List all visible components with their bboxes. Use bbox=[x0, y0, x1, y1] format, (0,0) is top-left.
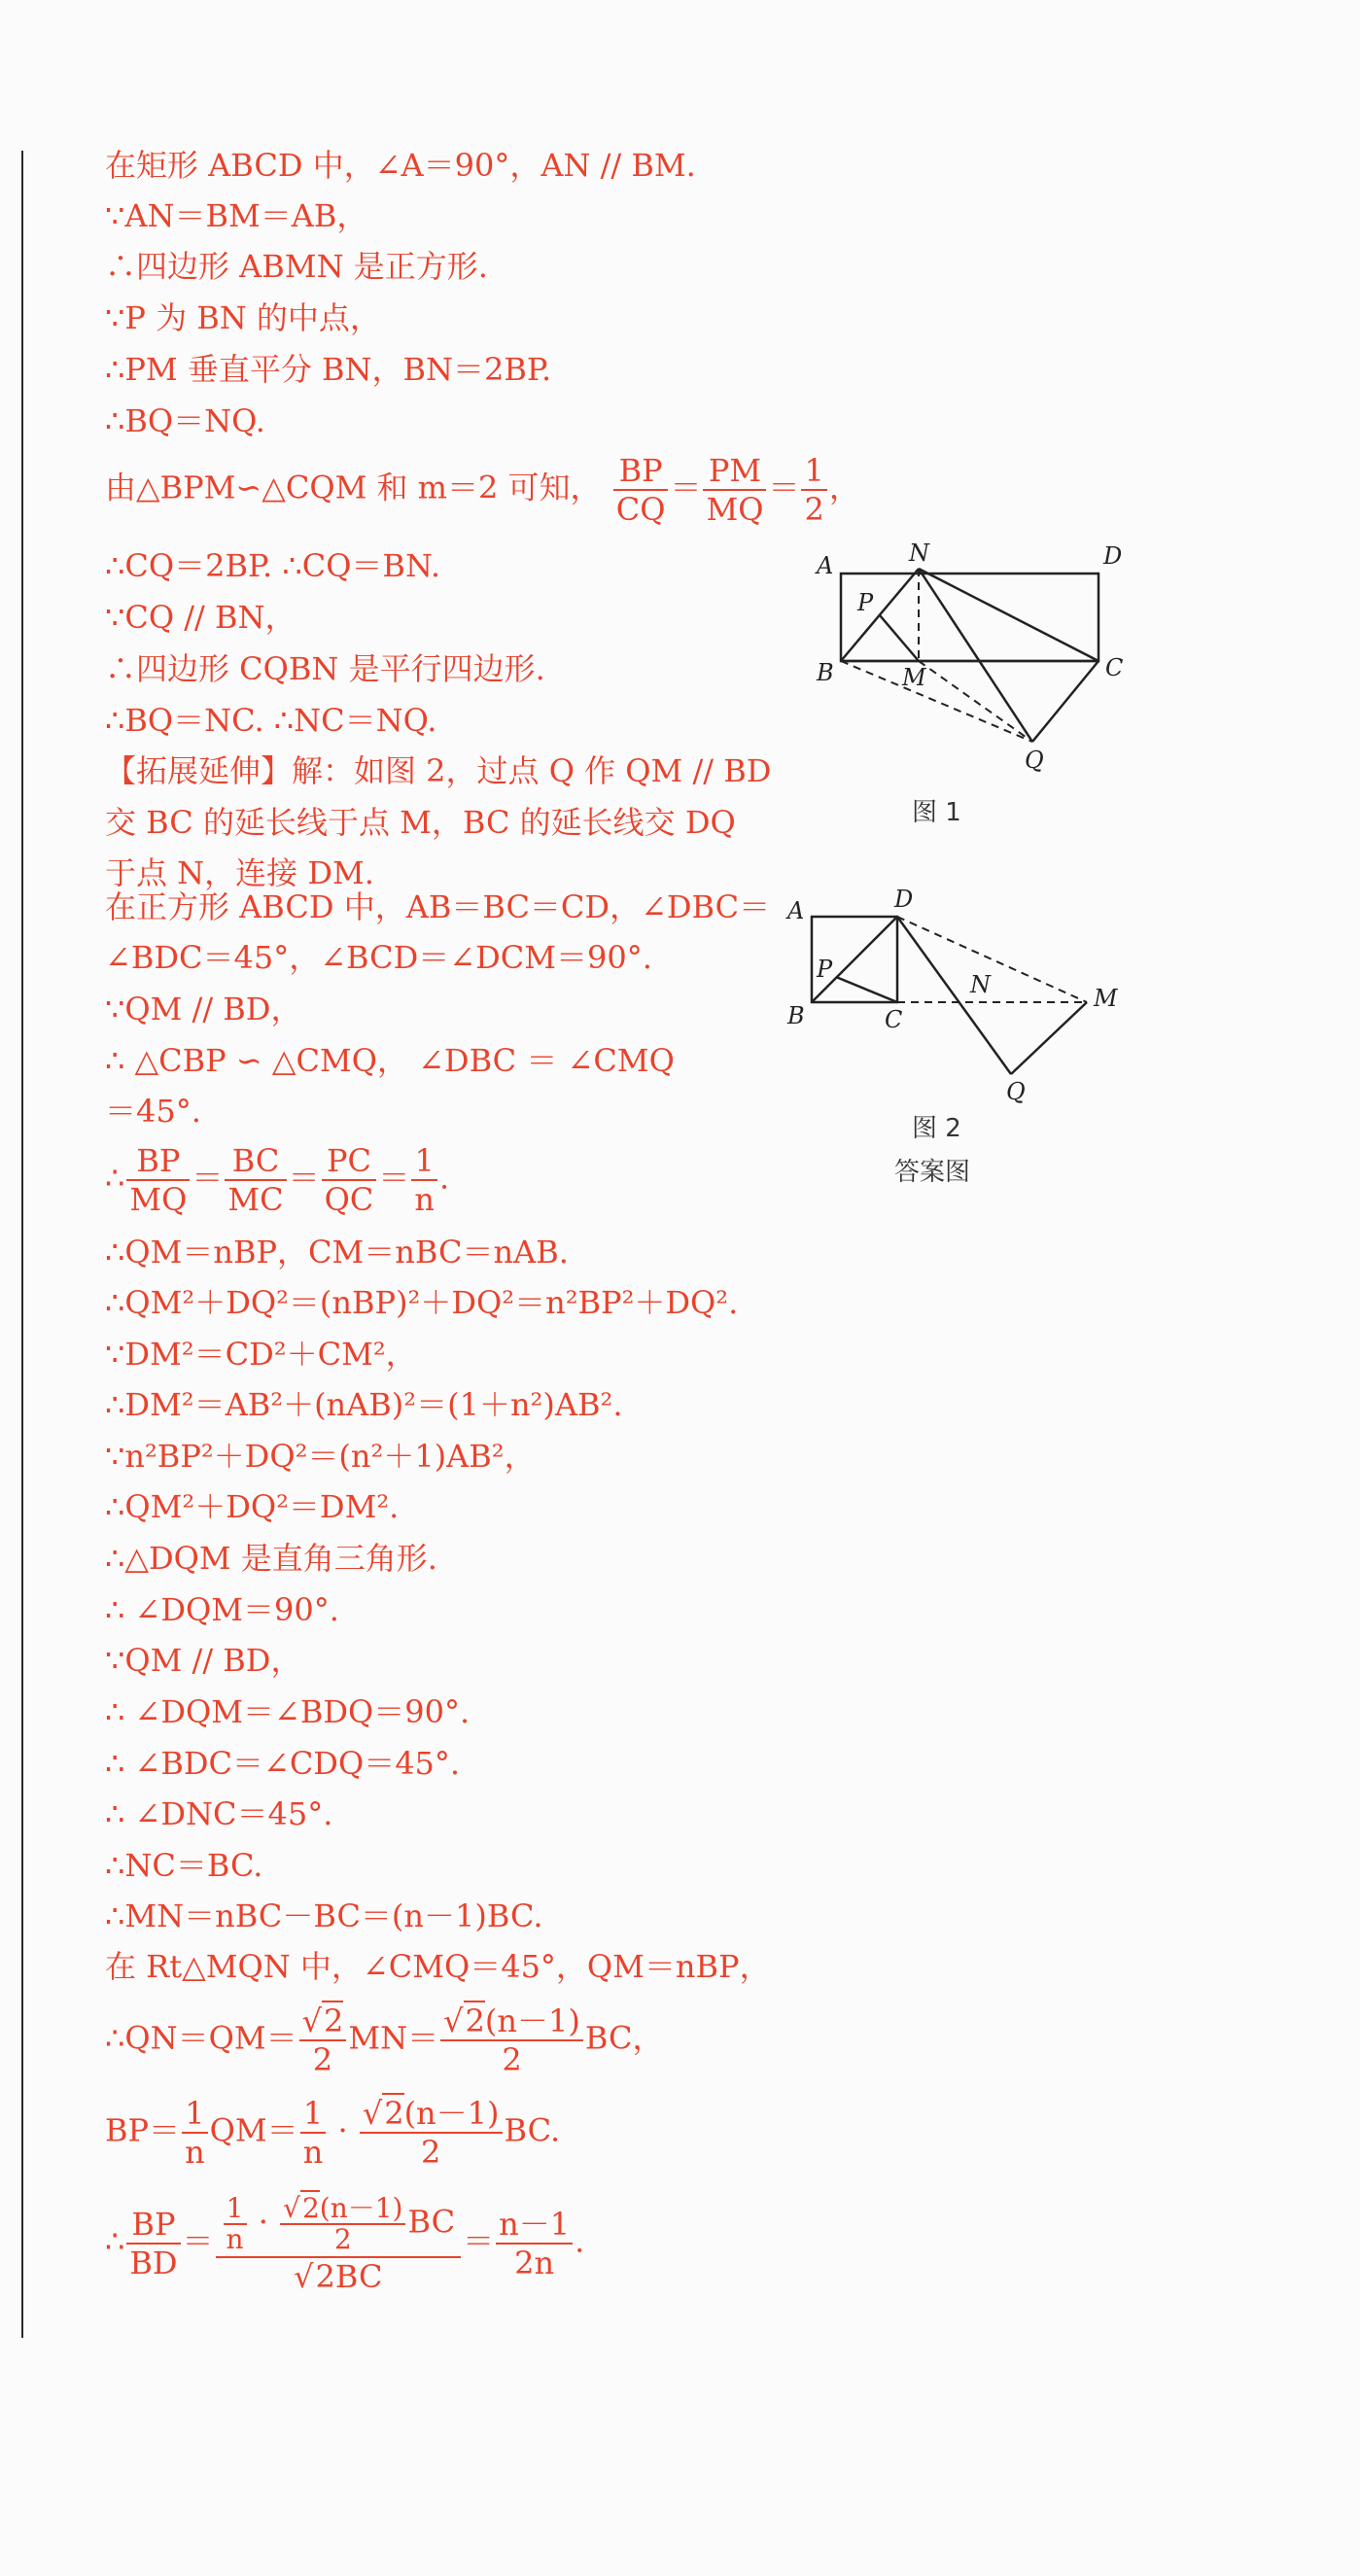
label: A bbox=[817, 552, 834, 579]
text-line: ∴BQ＝NC. ∴NC＝NQ. bbox=[105, 702, 437, 739]
text-line: 于点 N，连接 DM. bbox=[105, 854, 374, 891]
compound-fraction: $\frac{1}{n}$ · $\frac{√2(n-1)}{2}$ BC √2BC bbox=[216, 2192, 462, 2295]
fraction: $\frac{BC}{MC}$ bbox=[225, 1142, 286, 1218]
label: N bbox=[909, 540, 929, 567]
label: C bbox=[885, 1006, 903, 1033]
fraction: $\frac{PM}{MQ}$ bbox=[703, 452, 766, 528]
text-line: ∵P 为 BN 的中点， bbox=[105, 299, 381, 336]
bp-line: BP＝ $\frac{1}{n}$ QM＝ $\frac{1}{n}$ · $\frac{√2(n-1)}{2}$ BC. bbox=[105, 2095, 561, 2171]
text-line: ∴ ∠DNC＝45°. bbox=[105, 1795, 333, 1832]
text-line: ∴四边形 ABMN 是正方形. bbox=[105, 248, 488, 285]
label: M bbox=[1094, 985, 1118, 1012]
label: P bbox=[857, 589, 874, 616]
label: D bbox=[894, 886, 914, 913]
label: N bbox=[970, 971, 991, 998]
text-line: ∵QM // BD， bbox=[105, 991, 302, 1027]
text-line: ∴DM²＝AB²＋(nAB)²＝(1＋n²)AB². bbox=[105, 1386, 623, 1423]
label: Q bbox=[1006, 1078, 1026, 1103]
answer-figure-caption: 答案图 bbox=[894, 1158, 971, 1187]
text-line: ∵AN＝BM＝AB， bbox=[105, 197, 368, 234]
fraction: $\frac{PC}{QC}$ bbox=[322, 1142, 377, 1218]
text-line: 【拓展延伸】解：如图 2，过点 Q 作 QM // BD bbox=[105, 752, 772, 789]
text-line: 在 Rt△MQN 中，∠CMQ＝45°，QM＝nBP， bbox=[105, 1948, 771, 1985]
text-line: ∵n²BP²＋DQ²＝(n²＋1)AB²， bbox=[105, 1438, 536, 1475]
text-line: ∴QM²＋DQ²＝(nBP)²＋DQ²＝n²BP²＋DQ². bbox=[105, 1284, 739, 1321]
figure-2-caption: 图 2 bbox=[912, 1114, 961, 1143]
text-line: ∴△DQM 是直角三角形. bbox=[105, 1540, 437, 1577]
figure-1 bbox=[807, 540, 1137, 783]
text-line: ∴QM＝nBP，CM＝nBC＝nAB. bbox=[105, 1234, 569, 1271]
text-line: ∴BQ＝NQ. bbox=[105, 402, 265, 439]
label: B bbox=[787, 1002, 805, 1029]
label: B bbox=[817, 659, 834, 686]
label: C bbox=[1105, 654, 1124, 681]
figure-2 bbox=[778, 880, 1137, 1103]
label: P bbox=[817, 956, 833, 983]
fraction: $\frac{BP}{BD}$ bbox=[126, 2206, 180, 2281]
ratio-line: ∴ $\frac{BP}{MQ}$ ＝ $\frac{BC}{MC}$ ＝ $\frac{PC}{QC}$ ＝ $\frac{1}{n}$ . bbox=[105, 1142, 450, 1218]
fraction: $\frac{√2(n-1)}{2}$ bbox=[360, 2095, 503, 2171]
text-line: ∠BDC＝45°，∠BCD＝∠DCM＝90°. bbox=[105, 939, 652, 976]
text-line: ∴NC＝BC. bbox=[105, 1847, 263, 1884]
text-line: ∴四边形 CQBN 是平行四边形. bbox=[105, 650, 545, 687]
fraction: $\frac{n-1}{2n}$ bbox=[496, 2206, 573, 2281]
text-line: ∴MN＝nBC－BC＝(n－1)BC. bbox=[105, 1897, 543, 1934]
fraction: $\frac{BP}{CQ}$ bbox=[613, 452, 669, 528]
fraction: $\frac{√2}{2}$ bbox=[299, 2002, 347, 2078]
fraction: $\frac{BP}{MQ}$ bbox=[126, 1142, 190, 1218]
text-line: ∴ △CBP ∽ △CMQ， ∠DBC ＝ ∠CMQ bbox=[105, 1042, 675, 1079]
text-line: ∴QM²＋DQ²＝DM². bbox=[105, 1488, 400, 1525]
text-line: ∴CQ＝2BP. ∴CQ＝BN. bbox=[105, 547, 441, 584]
text-line: 交 BC 的延长线于点 M，BC 的延长线交 DQ bbox=[105, 804, 736, 841]
left-margin-line bbox=[21, 151, 23, 2338]
text-line: 在正方形 ABCD 中，AB＝BC＝CD，∠DBC＝ bbox=[105, 888, 771, 925]
label: M bbox=[902, 664, 926, 691]
similarity-line: 由△BPM∽△CQM 和 m＝2 可知， $\frac{BP}{CQ}$ ＝ $\frac{PM}{MQ}$ ＝ $\frac{1}{2}$ ， bbox=[105, 452, 860, 528]
fraction: $\frac{1}{n}$ bbox=[182, 2095, 208, 2171]
text-line: 由△BPM∽△CQM 和 m＝2 可知， bbox=[105, 469, 602, 506]
text-line: ∴ ∠DQM＝90°. bbox=[105, 1591, 339, 1628]
fraction: $\frac{√2(n-1)}{2}$ bbox=[440, 2002, 583, 2078]
text-line: ∵DM²＝CD²＋CM²， bbox=[105, 1336, 417, 1373]
text-line: ∵QM // BD， bbox=[105, 1642, 302, 1679]
text-line: ∴PM 垂直平分 BN，BN＝2BP. bbox=[105, 351, 552, 388]
qn-line: ∴QN＝QM＝ $\frac{√2}{2}$ MN＝ $\frac{√2(n-1)}{2}$ BC， bbox=[105, 2002, 664, 2078]
label: D bbox=[1103, 542, 1123, 570]
text-line: 在矩形 ABCD 中，∠A＝90°，AN // BM. bbox=[105, 147, 696, 184]
figure-1-caption: 图 1 bbox=[912, 798, 961, 827]
text-line: ＝45°. bbox=[105, 1093, 201, 1130]
fraction: $\frac{1}{n}$ bbox=[300, 2095, 327, 2171]
label: Q bbox=[1025, 747, 1044, 774]
final-line: ∴ $\frac{BP}{BD}$ ＝ $\frac{1}{n}$ · $\frac{√2(n-1)}{2}$ BC √2BC ＝ $\frac{n-1}{2n}$ . bbox=[105, 2192, 585, 2295]
text-line: ∵CQ // BN， bbox=[105, 599, 296, 636]
text-line: ∴ ∠DQM＝∠BDQ＝90°. bbox=[105, 1693, 471, 1730]
fraction: $\frac{1}{2}$ bbox=[801, 452, 826, 528]
fraction: $\frac{1}{n}$ bbox=[411, 1142, 437, 1218]
text-line: ∴ ∠BDC＝∠CDQ＝45°. bbox=[105, 1745, 461, 1782]
label: A bbox=[787, 897, 805, 924]
